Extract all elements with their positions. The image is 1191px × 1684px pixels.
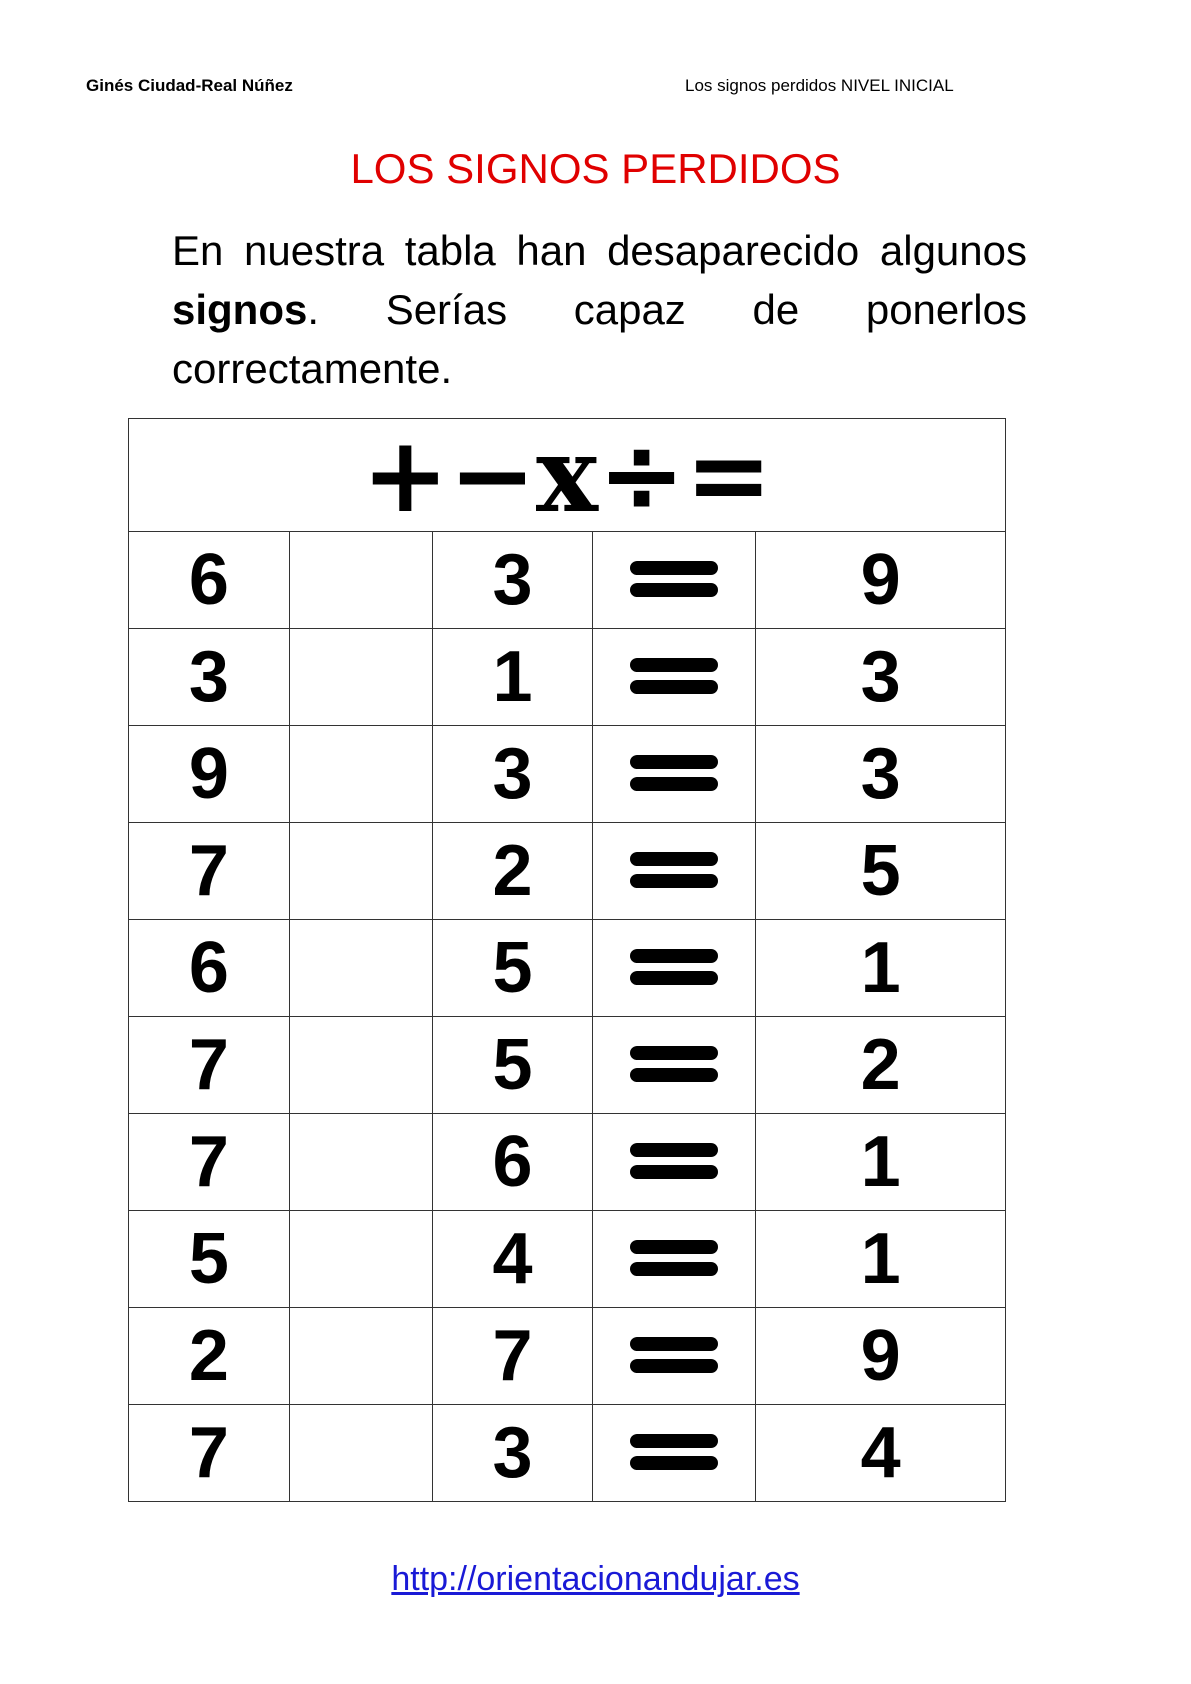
operand-b-cell [432,920,593,1017]
result-cell [756,1114,1006,1211]
equals-cell [593,1211,756,1308]
result: 3 [860,734,901,814]
intro-bold-word: signos [172,286,308,333]
operand-b: 1 [492,637,533,717]
intro-word-ponerlos: ponerlos [865,286,1027,333]
equals-cell [593,629,756,726]
table-row [129,1017,1006,1114]
math-signs-image [361,413,773,536]
operand-b-cell [432,629,593,726]
operand-b-cell [432,1308,593,1405]
table-row [129,1405,1006,1502]
result-cell [756,1308,1006,1405]
equals-icon [630,1427,718,1475]
operand-b-cell [432,532,593,629]
operand-a-cell [129,1405,290,1502]
equals-cell [593,823,756,920]
result: 4 [860,1413,901,1493]
equals-icon [630,651,718,699]
result: 1 [860,1219,901,1299]
equals-cell [593,1405,756,1502]
operand-a: 7 [188,1122,229,1202]
intro-word-de: de [752,286,800,333]
operand-a: 6 [188,540,229,620]
operand-b: 4 [492,1219,533,1299]
missing-sign-cell[interactable] [289,920,432,1017]
intro-word-serias: Serías [385,286,508,333]
operand-a: 3 [188,637,229,717]
operand-b: 5 [492,928,533,1008]
operand-b-cell [432,1211,593,1308]
equals-cell [593,726,756,823]
result: 9 [860,1316,901,1396]
missing-sign-cell[interactable] [289,1405,432,1502]
footer-link-container [0,1560,1191,1599]
operand-b: 3 [492,734,533,814]
equals-icon [630,554,718,602]
missing-sign-cell[interactable] [289,1017,432,1114]
equals-icon [630,942,718,990]
table-row [129,920,1006,1017]
operand-a: 7 [188,1025,229,1105]
result: 5 [860,831,901,911]
operand-a: 9 [188,734,229,814]
intro-period: . [307,286,320,333]
missing-sign-cell[interactable] [289,1308,432,1405]
signs-header-row [129,419,1006,532]
missing-sign-cell[interactable] [289,1211,432,1308]
table-row [129,629,1006,726]
result-cell [756,532,1006,629]
operand-a-cell [129,823,290,920]
result-cell [756,920,1006,1017]
operand-b: 6 [492,1122,533,1202]
operand-b-cell [432,726,593,823]
equals-icon [630,1136,718,1184]
operand-b: 7 [492,1316,533,1396]
operand-b-cell [432,1017,593,1114]
equals-cell [593,1017,756,1114]
result: 9 [860,540,901,620]
equals-sign-icon: = [685,414,773,536]
result: 1 [860,1122,901,1202]
page-title: LOS SIGNOS PERDIDOS [350,145,841,192]
equals-cell [593,532,756,629]
operand-a-cell [129,1211,290,1308]
operand-b: 3 [492,540,533,620]
result-cell [756,1211,1006,1308]
operand-b: 2 [492,831,533,911]
operand-a-cell [129,1017,290,1114]
operand-a: 6 [188,928,229,1008]
table-row [129,532,1006,629]
divide-sign-icon: ÷ [598,414,686,536]
equals-icon [630,748,718,796]
equals-cell [593,1114,756,1211]
equals-cell [593,1308,756,1405]
operand-b-cell [432,823,593,920]
operand-b: 3 [492,1413,533,1493]
equals-icon [630,1039,718,1087]
missing-sign-cell[interactable] [289,823,432,920]
header-author: Ginés Ciudad-Real Núñez [86,76,293,95]
table-row [129,1211,1006,1308]
operand-a-cell [129,629,290,726]
intro-line-2 [172,280,1027,339]
table-row [129,726,1006,823]
times-sign-icon: x [535,413,598,536]
operand-a-cell [129,1308,290,1405]
missing-sign-cell[interactable] [289,1114,432,1211]
table-row [129,823,1006,920]
result-cell [756,1405,1006,1502]
missing-sign-cell[interactable] [289,629,432,726]
equals-icon [630,845,718,893]
equals-icon [630,1233,718,1281]
intro-signos-word [172,280,319,339]
operand-b-cell [432,1114,593,1211]
signs-worksheet-table [128,413,1006,1502]
intro-word-capaz: capaz [573,286,686,333]
operand-b: 5 [492,1025,533,1105]
intro-line-1-text: En nuestra tabla han desaparecido algunos [172,227,1027,274]
result: 3 [860,637,901,717]
missing-sign-cell[interactable] [289,726,432,823]
result-cell [756,1017,1006,1114]
operand-a: 7 [188,1413,229,1493]
operand-a-cell [129,532,290,629]
operand-a: 2 [188,1316,229,1396]
operand-b-cell [432,1405,593,1502]
operand-a-cell [129,726,290,823]
result-cell [756,629,1006,726]
intro-paragraph [172,221,1027,398]
equals-cell [593,920,756,1017]
operand-a: 5 [188,1219,229,1299]
operand-a-cell [129,920,290,1017]
intro-line-1 [172,221,1027,280]
table-row [129,1308,1006,1405]
table-row [129,1114,1006,1211]
intro-line-3: correctamente. [172,345,453,392]
minus-sign-icon: − [448,414,536,536]
plus-sign-icon: + [361,414,449,536]
signs-header-cell [129,413,1006,536]
operand-a: 7 [188,831,229,911]
header-subject: Los signos perdidos NIVEL INICIAL [685,76,954,95]
result-cell [756,823,1006,920]
equals-icon [630,1330,718,1378]
result: 1 [860,928,901,1008]
result: 2 [860,1025,901,1105]
operand-a-cell [129,1114,290,1211]
result-cell [756,726,1006,823]
missing-sign-cell[interactable] [289,532,432,629]
website-link[interactable]: http://orientacionandujar.es [391,1560,800,1598]
